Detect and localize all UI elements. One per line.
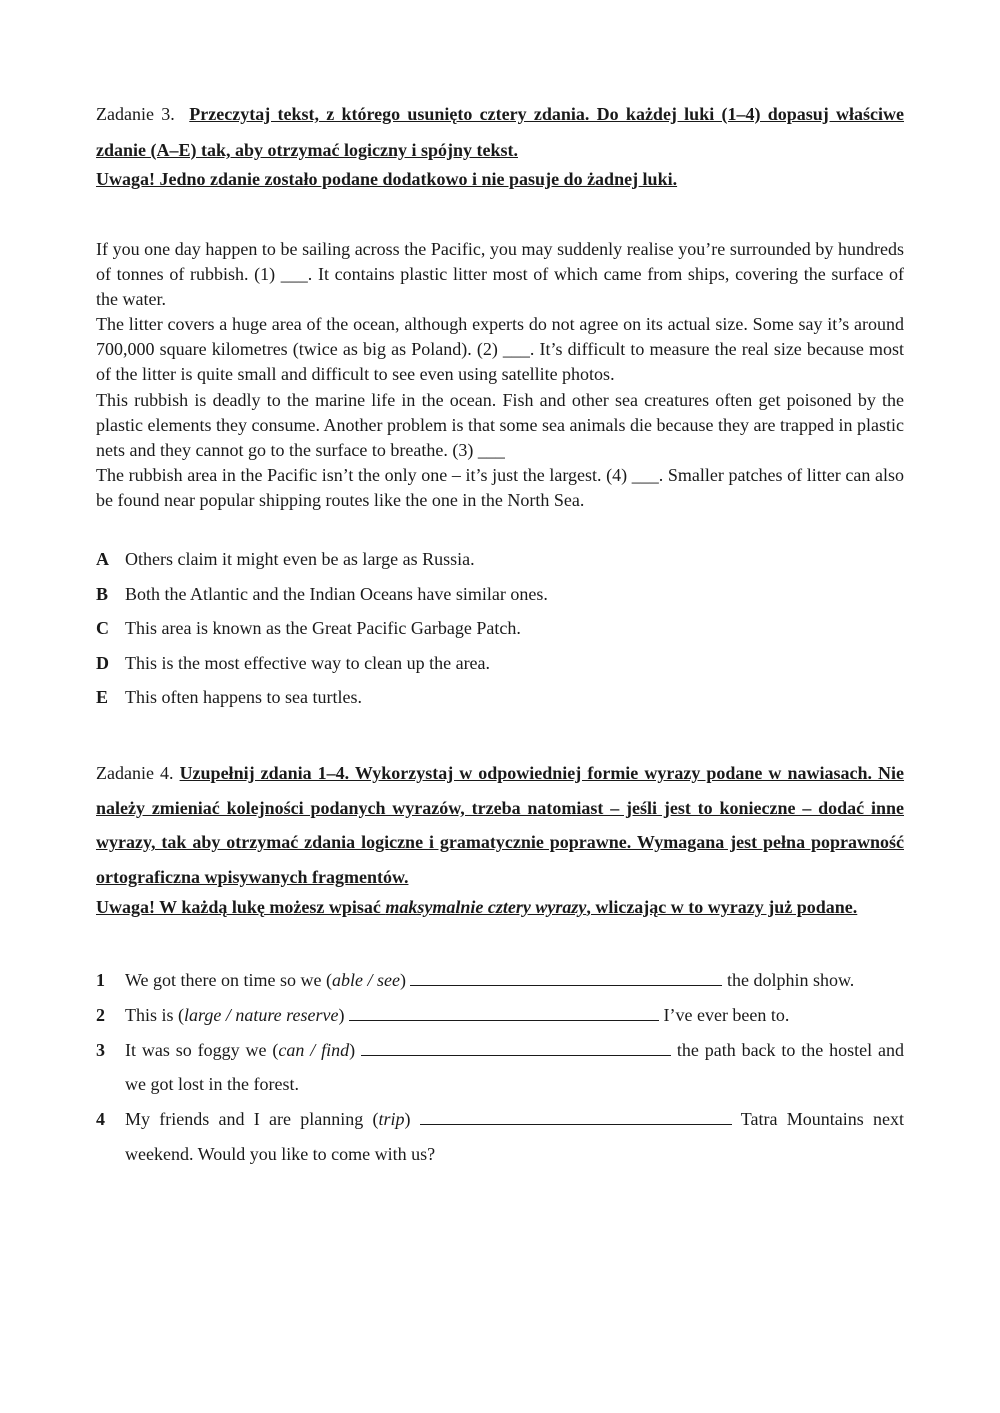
sentence-number: 4 [96,1109,105,1130]
answer-blank[interactable] [361,1038,671,1056]
sentence-hint: can / find [278,1039,350,1060]
option-letter: C [96,618,109,638]
sentence-text-after: the dolphin show. [726,970,855,990]
answer-blank[interactable] [349,1003,659,1021]
sentence-text-after: the path back to the hostel and we got lost in the forest. [125,1039,905,1095]
task3-header [96,96,904,168]
sentence-text-after: I’ve ever been to. [663,1004,790,1025]
sentence-paren: ) [404,1109,411,1130]
reading-passage [96,237,904,513]
option-b [96,582,904,617]
sentence-text: It was so foggy we ( [125,1039,279,1060]
task4-note-start: Uwaga! W każdą lukę możesz wpisać [96,897,386,917]
sentence-paren: ) [399,970,406,990]
answer-blank[interactable] [420,1107,732,1125]
option-d [96,651,904,686]
option-text: This is the most effective way to clean up the area. [125,652,491,673]
answer-options [96,547,904,720]
task4-instruction: Uzupełnij zdania 1–4. Wykorzystaj w odpowiedniej formie wyrazy podane w nawiasach. Nie należy zmieniać kolejności podanych wyrazów, trzeba natomiast – jeśli jest to konieczne – dodać inne wyrazy, tak aby otrzymać zdania logiczne i gramatycznie poprawne. Wymagana jest pełna poprawność ortograficzna wpisywanych fragmentów. [96,763,905,888]
option-letter: D [96,652,109,673]
option-text: Both the Atlantic and the Indian Oceans have similar ones. [125,583,548,604]
task3-label: Zadanie 3. [96,104,175,124]
sentence-text: We got there on time so we ( [125,970,332,990]
sentence-4 [96,1102,904,1172]
task3-note: Uwaga! Jedno zdanie zostało podane dodatkowo i nie pasuje do żadnej luki. [96,169,678,189]
task4-note-emphasis: maksymalnie cztery wyrazy [385,897,587,917]
task3-instruction: Przeczytaj tekst, z którego usunięto cztery zdania. Do każdej luki (1–4) dopasuj właściwe zdanie (A–E) tak, aby otrzymać logiczny i spójny tekst. [96,104,905,160]
option-letter: E [96,687,109,707]
option-text: Others claim it might even be as large as Russia. [125,549,475,569]
option-a [96,547,904,582]
passage-paragraph-3: This rubbish is deadly to the marine life in the ocean. Fish and other sea creatures often get poisoned by the plastic elements they consume. Another problem is that some sea animals die because they are trapped in plastic nets and they cannot go to the surface to breathe. (3) ___ [96,389,904,460]
option-letter: B [96,583,109,604]
option-e [96,685,904,720]
passage-paragraph-2: The litter covers a huge area of the ocean, although experts do not agree on its actual size. Some say it’s around 700,000 square kilometres (twice as big as Poland). (2) ___. It’s difficult to measure the real size because most of the litter is quite small and difficult to see even using satellite photos. [96,314,904,385]
sentence-number: 3 [96,1039,105,1060]
sentence-text: My friends and I are planning ( [125,1109,379,1130]
sentence-hint: able / see [332,970,400,990]
sentence-number: 2 [96,1004,105,1025]
sentence-text: This is ( [125,1004,185,1025]
option-text: This area is known as the Great Pacific Garbage Patch. [125,618,521,638]
sentence-hint: trip [378,1109,405,1130]
sentence-1 [96,963,904,998]
task4-note-end: , wliczając w to wyrazy już podane. [586,897,858,917]
sentence-2 [96,998,904,1033]
sentence-paren: ) [338,1004,345,1025]
sentence-list [96,963,904,1172]
task4-note [96,896,904,919]
passage-paragraph-1: If you one day happen to be sailing across the Pacific, you may suddenly realise you’re surrounded by hundreds of tonnes of rubbish. (1) ___. It contains plastic litter most of which came from ships, covering the surface of the water. [96,239,904,310]
sentence-hint: large / nature reserve [184,1004,339,1025]
task4-header [96,756,904,895]
option-text: This often happens to sea turtles. [125,687,362,707]
answer-blank[interactable] [410,968,722,986]
sentence-text-after: Tatra Mountains next weekend. Would you like to come with us? [125,1109,904,1164]
task4-label: Zadanie 4. [96,763,174,783]
sentence-paren: ) [349,1039,356,1060]
sentence-number: 1 [96,970,105,990]
sentence-3 [96,1033,904,1103]
option-letter: A [96,549,109,569]
option-c [96,616,904,651]
passage-paragraph-4: The rubbish area in the Pacific isn’t the only one – it’s just the largest. (4) ___. Smaller patches of litter can also be found near popular shipping routes like the one in the North Sea. [96,464,904,510]
